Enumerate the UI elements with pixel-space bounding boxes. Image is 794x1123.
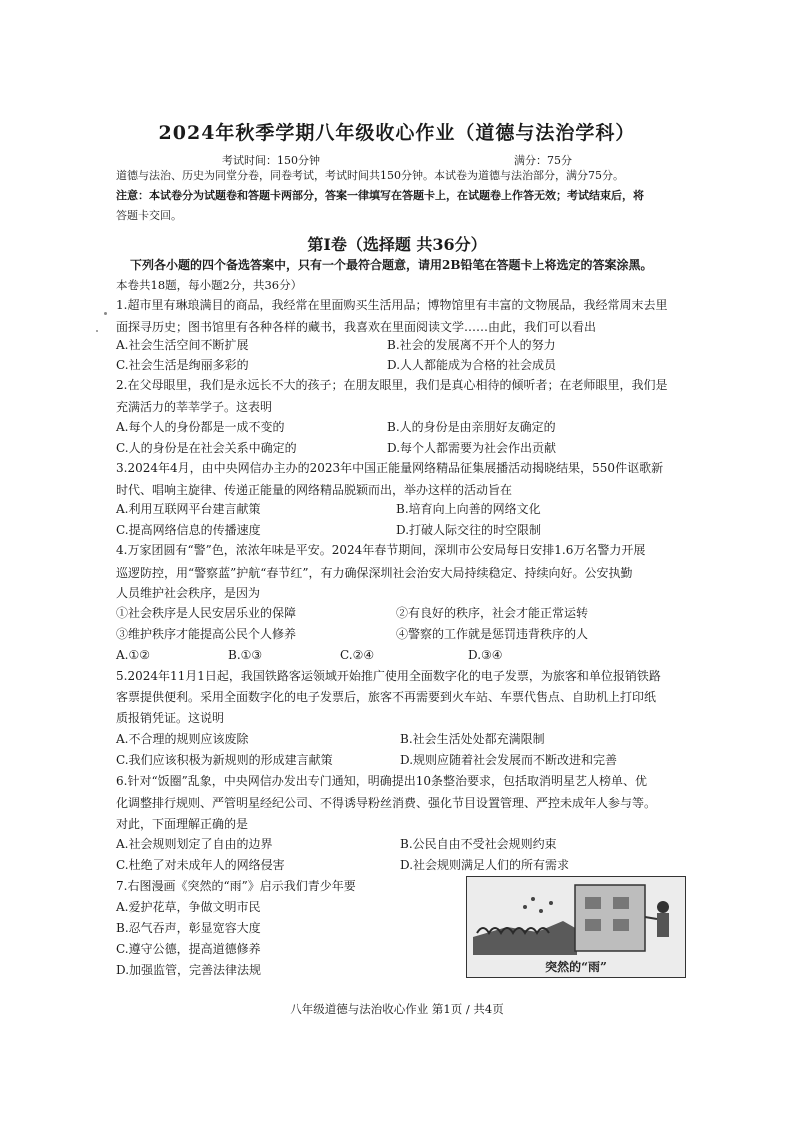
question-1-option-a: A.社会生活空间不断扩展 bbox=[116, 338, 249, 352]
question-1-stem-2: 面探寻历史；图书馆里有各种各样的藏书，我喜欢在里面阅读文学……由此，我们可以看出 bbox=[116, 320, 597, 334]
question-6-stem-2: 化调整排行规则、严管明星经纪公司、不得诱导粉丝消费、强化节目设置管理、严控未成年人参与等。 bbox=[116, 796, 657, 810]
question-6-option-a: A.社会规则划定了自由的边界 bbox=[116, 837, 273, 851]
question-4-option-d: D.③④ bbox=[468, 648, 503, 662]
question-3-stem-1: 3.2024年4月，由中央网信办主办的2023年中国正能量网络精品征集展播活动揭晓结果，550件讴歌新 bbox=[116, 461, 664, 475]
notice-line-3: 答题卡交回。 bbox=[116, 209, 182, 222]
question-5-stem-1: 5.2024年11月1日起，我国铁路客运领域开始推广使用全面数字化的电子发票，为旅客和单位报销铁路 bbox=[116, 669, 661, 683]
question-2-option-b: B.人的身份是由亲朋好友确定的 bbox=[387, 420, 556, 434]
question-7-option-c: C.遵守公德，提高道德修养 bbox=[116, 942, 261, 956]
comic-image bbox=[466, 876, 686, 978]
question-4-statement-1: ①社会秩序是人民安居乐业的保障 bbox=[116, 606, 297, 620]
page-footer: 八年级道德与法治收心作业 第1页 / 共4页 bbox=[290, 1002, 504, 1016]
question-2-option-c: C.人的身份是在社会关系中确定的 bbox=[116, 441, 297, 455]
full-score: 满分：75分 bbox=[514, 154, 572, 167]
question-4-option-b: B.①③ bbox=[228, 648, 263, 662]
question-7-option-a: A.爱护花草，争做文明市民 bbox=[116, 900, 261, 914]
question-5-option-c: C.我们应该积极为新规则的形成建言献策 bbox=[116, 753, 333, 767]
section-title: 第Ⅰ卷（选择题 共36分） bbox=[307, 235, 487, 254]
notice-line-1: 道德与法治、历史为同堂分卷，同卷考试，考试时间共150分钟。本试卷为道德与法治部分，满分75分。 bbox=[116, 169, 624, 182]
question-5-stem-3: 质报销凭证。这说明 bbox=[116, 711, 225, 725]
question-1-option-c: C.社会生活是绚丽多彩的 bbox=[116, 358, 249, 372]
section-instruction: 下列各小题的四个备选答案中，只有一个最符合题意，请用2B铅笔在答题卡上将选定的答案涂黑。 bbox=[130, 258, 653, 272]
question-2-stem-1: 2.在父母眼里，我们是永远长不大的孩子；在朋友眼里，我们是真心相待的倾听者；在老师眼里，我们是 bbox=[116, 378, 668, 392]
question-3-option-c: C.提高网络信息的传播速度 bbox=[116, 523, 261, 537]
question-1-option-d: D.人人都能成为合格的社会成员 bbox=[387, 358, 557, 372]
question-5-option-a: A.不合理的规则应该废除 bbox=[116, 732, 249, 746]
question-2-option-d: D.每个人都需要为社会作出贡献 bbox=[387, 441, 557, 455]
question-4-option-c: C.②④ bbox=[340, 648, 375, 662]
comic-caption: 突然的“雨” bbox=[545, 960, 607, 974]
question-1-stem-1: 1.超市里有琳琅满目的商品，我经常在里面购买生活用品；博物馆里有丰富的文物展品，我经常周末去里 bbox=[116, 298, 668, 312]
question-7-option-b: B.忍气吞声，彰显宽容大度 bbox=[116, 921, 261, 935]
question-6-option-c: C.杜绝了对未成年人的网络侵害 bbox=[116, 858, 285, 872]
question-6-option-d: D.社会规则满足人们的所有需求 bbox=[400, 858, 570, 872]
question-2-option-a: A.每个人的身份都是一成不变的 bbox=[116, 420, 285, 434]
scan-speck bbox=[96, 330, 98, 332]
question-2-stem-2: 充满活力的莘莘学子。这表明 bbox=[116, 400, 273, 414]
question-6-option-b: B.公民自由不受社会规则约束 bbox=[400, 837, 557, 851]
question-3-stem-2: 时代、唱响主旋律、传递正能量的网络精品脱颖而出，举办这样的活动旨在 bbox=[116, 483, 513, 497]
question-4-stem-2: 巡逻防控，用“警察蓝”护航“春节红”，有力确保深圳社会治安大局持续稳定、持续向好。公安执勤 bbox=[116, 566, 633, 580]
question-7-option-d: D.加强监管，完善法律法规 bbox=[116, 963, 262, 977]
question-6-stem-3: 对此，下面理解正确的是 bbox=[116, 817, 249, 831]
question-5-option-d: D.规则应随着社会发展而不断改进和完善 bbox=[400, 753, 618, 767]
question-6-stem-1: 6.针对“饭圈”乱象，中央网信办发出专门通知，明确提出10条整治要求，包括取消明星艺人榜单、优 bbox=[116, 774, 647, 788]
page-title: 2024年秋季学期八年级收心作业（道德与法治学科） bbox=[158, 122, 636, 144]
question-4-option-a: A.①② bbox=[116, 648, 150, 662]
question-4-statement-3: ③维护秩序才能提高公民个人修养 bbox=[116, 627, 297, 641]
question-4-statement-2: ②有良好的秩序，社会才能正常运转 bbox=[396, 606, 589, 620]
question-5-option-b: B.社会生活处处都充满限制 bbox=[400, 732, 545, 746]
question-4-stem-3: 人员维护社会秩序，是因为 bbox=[116, 586, 261, 600]
question-3-option-b: B.培育向上向善的网络文化 bbox=[396, 502, 541, 516]
question-7-stem-1: 7.右图漫画《突然的“雨”》启示我们青少年要 bbox=[116, 879, 356, 893]
scan-speck bbox=[104, 312, 107, 315]
question-4-stem-1: 4.万家团圆有“警”色，浓浓年味是平安。2024年春节期间，深圳市公安局每日安排1.6万名警力开展 bbox=[116, 543, 646, 557]
notice-line-2: 注意：本试卷分为试题卷和答题卡两部分，答案一律填写在答题卡上，在试题卷上作答无效；考试结束后，将 bbox=[116, 189, 644, 202]
question-3-option-d: D.打破人际交往的时空限制 bbox=[396, 523, 542, 537]
question-1-option-b: B.社会的发展离不开个人的努力 bbox=[387, 338, 556, 352]
question-5-stem-2: 客票提供便利。采用全面数字化的电子发票后，旅客不再需要到火车站、车票代售点、自助机上打印纸 bbox=[116, 690, 657, 704]
question-4-statement-4: ④警察的工作就是惩罚违背秩序的人 bbox=[396, 627, 589, 641]
exam-time: 考试时间：150分钟 bbox=[222, 154, 320, 167]
section-subnote: 本卷共18题，每小题2分，共36分） bbox=[116, 278, 303, 292]
question-3-option-a: A.利用互联网平台建言献策 bbox=[116, 502, 261, 516]
